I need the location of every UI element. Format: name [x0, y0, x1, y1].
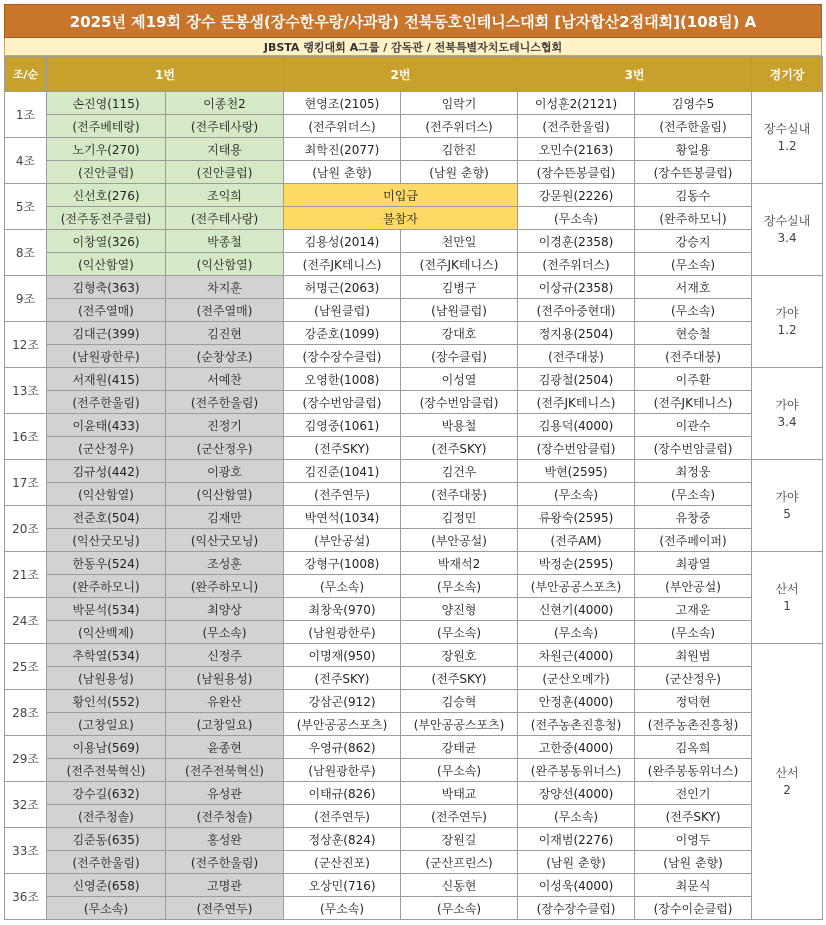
player-name: 지태용 — [166, 138, 284, 161]
player-name: 양진형 — [401, 598, 518, 621]
player-name: 이용남(569) — [47, 736, 166, 759]
club-name: (익산함열) — [166, 253, 284, 276]
table-body — [5, 92, 823, 920]
club-name: (장수이순클럽) — [635, 897, 752, 920]
player-name: 김진현 — [166, 322, 284, 345]
club-name: (고창일요) — [47, 713, 166, 736]
club-name: (남원 춘향) — [284, 161, 401, 184]
player-name: 유완산 — [166, 690, 284, 713]
match-table — [4, 56, 823, 920]
club-name: (전주한울림) — [635, 115, 752, 138]
venue-name: 산서 — [775, 765, 799, 780]
player-name: 최문식 — [635, 874, 752, 897]
player-name: 천만일 — [401, 230, 518, 253]
venue-name: 장수실내 — [763, 121, 811, 136]
club-name: (완주하모니) — [47, 575, 166, 598]
venue-cell — [752, 184, 823, 276]
club-name: (군산정우) — [47, 437, 166, 460]
player-name: 김준동(635) — [47, 828, 166, 851]
venue-name: 가야 — [775, 305, 799, 320]
player-name: 유성관 — [166, 782, 284, 805]
player-name: 이광호 — [166, 460, 284, 483]
club-name: (익산굿모닝) — [47, 529, 166, 552]
player-name: 현승철 — [635, 322, 752, 345]
player-name: 차원근(4000) — [518, 644, 635, 667]
club-name: (장수번암클럽) — [635, 437, 752, 460]
player-name: 신선호(276) — [47, 184, 166, 207]
club-name: (장수장수클럽) — [518, 897, 635, 920]
club-name: (무소속) — [401, 575, 518, 598]
group-label: 12조 — [5, 322, 47, 368]
club-name: (전주열매) — [166, 299, 284, 322]
player-name: 이성열 — [401, 368, 518, 391]
player-name: 강태균 — [401, 736, 518, 759]
header-slot-1: 1번 — [47, 57, 284, 92]
venue-court: 2 — [783, 782, 791, 797]
player-name: 김병구 — [401, 276, 518, 299]
player-name: 오상민(716) — [284, 874, 401, 897]
club-name: (남원용성) — [47, 667, 166, 690]
club-name: (익산함열) — [47, 253, 166, 276]
club-name: (남원광한루) — [47, 345, 166, 368]
club-name: (무소속) — [401, 759, 518, 782]
player-name: 김영중(1061) — [284, 414, 401, 437]
group-label: 33조 — [5, 828, 47, 874]
club-name: (장수뜬봉클럽) — [518, 161, 635, 184]
table-row — [5, 276, 823, 299]
sheet-subtitle: JBSTA 랭킹대회 A그룹 / 감독관 / 전북특별자치도테니스협회 — [4, 38, 822, 56]
player-name: 신영준(658) — [47, 874, 166, 897]
player-name: 이관수 — [635, 414, 752, 437]
player-name: 이재범(2276) — [518, 828, 635, 851]
group-label: 24조 — [5, 598, 47, 644]
table-row — [5, 322, 823, 345]
club-name: (장수뜬봉클럽) — [635, 161, 752, 184]
player-name: 최원범 — [635, 644, 752, 667]
club-name: (전주대붕) — [401, 483, 518, 506]
player-name: 최창욱(970) — [284, 598, 401, 621]
player-name: 김진준(1041) — [284, 460, 401, 483]
club-name: (부안공설) — [635, 575, 752, 598]
group-label: 1조 — [5, 92, 47, 138]
player-name: 현영조(2105) — [284, 92, 401, 115]
table-row — [5, 414, 823, 437]
player-name: 신동현 — [401, 874, 518, 897]
club-name: (전주테사랑) — [166, 115, 284, 138]
schedule-sheet — [4, 4, 822, 920]
header-venue: 경기장 — [752, 57, 823, 92]
club-name: (전주SKY) — [401, 667, 518, 690]
table-row — [5, 621, 823, 644]
club-name: (무소속) — [401, 897, 518, 920]
club-name: (전주농촌진흥청) — [635, 713, 752, 736]
club-name: (남원 춘향) — [401, 161, 518, 184]
table-row — [5, 575, 823, 598]
player-name: 추학열(534) — [47, 644, 166, 667]
table-row — [5, 115, 823, 138]
club-name: (전주한울림) — [166, 851, 284, 874]
club-name: (군산정우) — [635, 667, 752, 690]
venue-cell — [752, 552, 823, 644]
venue-court: 1 — [783, 598, 791, 613]
club-name: (전주JK테니스) — [284, 253, 401, 276]
club-name: (전주AM) — [518, 529, 635, 552]
absent-note: 불참자 — [284, 207, 518, 230]
player-name: 서재원(415) — [47, 368, 166, 391]
player-name: 황인석(552) — [47, 690, 166, 713]
player-name: 김용성(2014) — [284, 230, 401, 253]
club-name: (남원광한루) — [284, 759, 401, 782]
header-slot-2: 2번 — [284, 57, 518, 92]
club-name: (군산프린스) — [401, 851, 518, 874]
club-name: (고창일요) — [166, 713, 284, 736]
club-name: (진안클럽) — [47, 161, 166, 184]
table-row — [5, 506, 823, 529]
club-name: (완주하모니) — [166, 575, 284, 598]
club-name: (전주연두) — [401, 805, 518, 828]
group-label: 5조 — [5, 184, 47, 230]
club-name: (완주봉동위너스) — [635, 759, 752, 782]
table-row — [5, 230, 823, 253]
player-name: 오영한(1008) — [284, 368, 401, 391]
sheet-title: 2025년 제19회 장수 뜬봉샘(장수한우랑/사과랑) 전북동호인테니스대회 [남자합산2점대회](108팀) A — [4, 4, 822, 38]
table-row — [5, 529, 823, 552]
table-row — [5, 207, 823, 230]
table-row — [5, 874, 823, 897]
club-name: (남원 춘향) — [518, 851, 635, 874]
club-name: (군산진포) — [284, 851, 401, 874]
club-name: (전주JK테니스) — [401, 253, 518, 276]
venue-cell — [752, 368, 823, 460]
player-name: 강수길(632) — [47, 782, 166, 805]
club-name: (전주한울림) — [47, 851, 166, 874]
club-name: (완주하모니) — [635, 207, 752, 230]
venue-court: 1.2 — [777, 138, 797, 153]
player-name: 노기우(270) — [47, 138, 166, 161]
club-name: (무소속) — [635, 299, 752, 322]
player-name: 최광열 — [635, 552, 752, 575]
club-name: (전주청솔) — [47, 805, 166, 828]
club-name: (전주농촌진흥청) — [518, 713, 635, 736]
player-name: 서재호 — [635, 276, 752, 299]
club-name: (전주위더스) — [284, 115, 401, 138]
club-name: (장수클럽) — [401, 345, 518, 368]
club-name: (부안공공스포츠) — [518, 575, 635, 598]
player-name: 김동수 — [635, 184, 752, 207]
table-row — [5, 460, 823, 483]
player-name: 박태교 — [401, 782, 518, 805]
table-row — [5, 138, 823, 161]
player-name: 홍성완 — [166, 828, 284, 851]
player-name: 한동우(524) — [47, 552, 166, 575]
player-name: 김한진 — [401, 138, 518, 161]
player-name: 장양선(4000) — [518, 782, 635, 805]
club-name: (전주연두) — [166, 897, 284, 920]
venue-cell — [752, 644, 823, 920]
club-name: (무소속) — [284, 575, 401, 598]
table-row — [5, 897, 823, 920]
player-name: 이성욱(4000) — [518, 874, 635, 897]
club-name: (남원 춘향) — [635, 851, 752, 874]
player-name: 김광철(2504) — [518, 368, 635, 391]
player-name: 손진영(115) — [47, 92, 166, 115]
club-name: (남원용성) — [166, 667, 284, 690]
club-name: (전주JK테니스) — [518, 391, 635, 414]
player-name: 신정주 — [166, 644, 284, 667]
player-name: 차지훈 — [166, 276, 284, 299]
player-name: 강형구(1008) — [284, 552, 401, 575]
player-name: 김재만 — [166, 506, 284, 529]
venue-court: 5 — [783, 506, 791, 521]
player-name: 고재운 — [635, 598, 752, 621]
player-name: 우영규(862) — [284, 736, 401, 759]
club-name: (무소속) — [635, 483, 752, 506]
table-row — [5, 667, 823, 690]
club-name: (순창상조) — [166, 345, 284, 368]
player-name: 신현기(4000) — [518, 598, 635, 621]
club-name: (전주동전주클럽) — [47, 207, 166, 230]
player-name: 장원호 — [401, 644, 518, 667]
table-row — [5, 552, 823, 575]
club-name: (전주한울림) — [47, 391, 166, 414]
venue-court: 3.4 — [777, 414, 797, 429]
player-name: 이종천2 — [166, 92, 284, 115]
club-name: (전주대붕) — [518, 345, 635, 368]
player-name: 이경훈(2358) — [518, 230, 635, 253]
club-name: (무소속) — [284, 897, 401, 920]
club-name: (장수번암클럽) — [284, 391, 401, 414]
player-name: 전준호(504) — [47, 506, 166, 529]
group-label: 25조 — [5, 644, 47, 690]
club-name: (남원클럽) — [284, 299, 401, 322]
player-name: 강대호 — [401, 322, 518, 345]
group-label: 20조 — [5, 506, 47, 552]
group-label: 36조 — [5, 874, 47, 920]
club-name: (전주SKY) — [284, 437, 401, 460]
player-name: 이성훈2(2121) — [518, 92, 635, 115]
player-name: 박재석2 — [401, 552, 518, 575]
venue-cell — [752, 460, 823, 552]
player-name: 김용덕(4000) — [518, 414, 635, 437]
player-name: 윤종현 — [166, 736, 284, 759]
player-name: 고명관 — [166, 874, 284, 897]
club-name: (전주베테랑) — [47, 115, 166, 138]
table-row — [5, 782, 823, 805]
club-name: (무소속) — [518, 621, 635, 644]
player-name: 황일용 — [635, 138, 752, 161]
player-name: 정상훈(824) — [284, 828, 401, 851]
club-name: (익산굿모닝) — [166, 529, 284, 552]
player-name: 이주환 — [635, 368, 752, 391]
club-name: (전주전북혁신) — [47, 759, 166, 782]
club-name: (전주청솔) — [166, 805, 284, 828]
table-row — [5, 391, 823, 414]
club-name: (군산오메가) — [518, 667, 635, 690]
club-name: (전주열매) — [47, 299, 166, 322]
player-name: 전인기 — [635, 782, 752, 805]
table-row — [5, 713, 823, 736]
club-name: (전주위더스) — [518, 253, 635, 276]
club-name: (장수번암클럽) — [518, 437, 635, 460]
player-name: 이태규(826) — [284, 782, 401, 805]
club-name: (무소속) — [47, 897, 166, 920]
player-name: 허명근(2063) — [284, 276, 401, 299]
table-row — [5, 161, 823, 184]
player-name: 정지용(2504) — [518, 322, 635, 345]
group-label: 17조 — [5, 460, 47, 506]
club-name: (무소속) — [635, 253, 752, 276]
venue-cell — [752, 92, 823, 184]
player-name: 유창중 — [635, 506, 752, 529]
group-label: 13조 — [5, 368, 47, 414]
player-name: 김옥희 — [635, 736, 752, 759]
table-row — [5, 92, 823, 115]
club-name: (전주전북혁신) — [166, 759, 284, 782]
venue-cell — [752, 276, 823, 368]
club-name: (무소속) — [518, 207, 635, 230]
club-name: (전주테사랑) — [166, 207, 284, 230]
club-name: (전주연두) — [284, 805, 401, 828]
player-name: 박종철 — [166, 230, 284, 253]
venue-court: 3.4 — [777, 230, 797, 245]
player-name: 안정훈(4000) — [518, 690, 635, 713]
player-name: 박현(2595) — [518, 460, 635, 483]
table-row — [5, 828, 823, 851]
player-name: 진정기 — [166, 414, 284, 437]
table-row — [5, 483, 823, 506]
player-name: 김건우 — [401, 460, 518, 483]
club-name: (전주연두) — [284, 483, 401, 506]
player-name: 이창열(326) — [47, 230, 166, 253]
player-name: 이윤태(433) — [47, 414, 166, 437]
player-name: 김영수5 — [635, 92, 752, 115]
group-label: 16조 — [5, 414, 47, 460]
player-name: 오민수(2163) — [518, 138, 635, 161]
player-name: 최정웅 — [635, 460, 752, 483]
group-label: 4조 — [5, 138, 47, 184]
player-name: 서예찬 — [166, 368, 284, 391]
group-label: 9조 — [5, 276, 47, 322]
club-name: (무소속) — [401, 621, 518, 644]
player-name: 박용철 — [401, 414, 518, 437]
player-name: 박정순(2595) — [518, 552, 635, 575]
player-name: 김정민 — [401, 506, 518, 529]
club-name: (전주한울림) — [166, 391, 284, 414]
club-name: (전주위더스) — [401, 115, 518, 138]
player-name: 김대근(399) — [47, 322, 166, 345]
player-name: 류왕숙(2595) — [518, 506, 635, 529]
table-row — [5, 644, 823, 667]
venue-name: 가야 — [775, 489, 799, 504]
club-name: (전주페이퍼) — [635, 529, 752, 552]
club-name: (무소속) — [166, 621, 284, 644]
table-row — [5, 368, 823, 391]
player-name: 이명재(950) — [284, 644, 401, 667]
player-name: 강준호(1099) — [284, 322, 401, 345]
player-name: 조익희 — [166, 184, 284, 207]
club-name: (전주SKY) — [284, 667, 401, 690]
player-name: 강문원(2226) — [518, 184, 635, 207]
venue-court: 1.2 — [777, 322, 797, 337]
club-name: (완주봉동위너스) — [518, 759, 635, 782]
club-name: (무소속) — [518, 483, 635, 506]
player-name: 김형축(363) — [47, 276, 166, 299]
club-name: (남원클럽) — [401, 299, 518, 322]
table-row — [5, 437, 823, 460]
player-name: 이영두 — [635, 828, 752, 851]
player-name: 이상규(2358) — [518, 276, 635, 299]
player-name: 강삼곤(912) — [284, 690, 401, 713]
club-name: (남원광한루) — [284, 621, 401, 644]
club-name: (전주한울림) — [518, 115, 635, 138]
player-name: 최양상 — [166, 598, 284, 621]
player-name: 김승혁 — [401, 690, 518, 713]
player-name: 박문석(534) — [47, 598, 166, 621]
club-name: (무소속) — [518, 805, 635, 828]
table-row — [5, 299, 823, 322]
header-jo: 조/순 — [5, 57, 47, 92]
player-name: 고한중(4000) — [518, 736, 635, 759]
club-name: (전주SKY) — [401, 437, 518, 460]
player-name: 김규성(442) — [47, 460, 166, 483]
player-name: 임락기 — [401, 92, 518, 115]
club-name: (장수번암클럽) — [401, 391, 518, 414]
header-slot-3: 3번 — [518, 57, 752, 92]
club-name: (전주SKY) — [635, 805, 752, 828]
club-name: (부안공설) — [401, 529, 518, 552]
group-label: 28조 — [5, 690, 47, 736]
club-name: (장수장수클럽) — [284, 345, 401, 368]
player-name: 최학진(2077) — [284, 138, 401, 161]
table-row — [5, 805, 823, 828]
club-name: (부안공공스포츠) — [401, 713, 518, 736]
table-row — [5, 736, 823, 759]
club-name: (부안공공스포츠) — [284, 713, 401, 736]
venue-name: 가야 — [775, 397, 799, 412]
unpaid-note: 미입금 — [284, 184, 518, 207]
club-name: (진안클럽) — [166, 161, 284, 184]
group-label: 32조 — [5, 782, 47, 828]
club-name: (익산함열) — [166, 483, 284, 506]
group-label: 29조 — [5, 736, 47, 782]
group-label: 21조 — [5, 552, 47, 598]
table-row — [5, 184, 823, 207]
table-row — [5, 690, 823, 713]
club-name: (전주아중현대) — [518, 299, 635, 322]
player-name: 조성훈 — [166, 552, 284, 575]
table-row — [5, 253, 823, 276]
club-name: (전주대붕) — [635, 345, 752, 368]
player-name: 강승지 — [635, 230, 752, 253]
club-name: (부안공설) — [284, 529, 401, 552]
player-name: 장원길 — [401, 828, 518, 851]
group-label: 8조 — [5, 230, 47, 276]
venue-name: 장수실내 — [763, 213, 811, 228]
table-row — [5, 345, 823, 368]
table-row — [5, 598, 823, 621]
venue-name: 산서 — [775, 581, 799, 596]
club-name: (무소속) — [635, 621, 752, 644]
club-name: (익산백제) — [47, 621, 166, 644]
table-row — [5, 759, 823, 782]
club-name: (익산함열) — [47, 483, 166, 506]
club-name: (군산정우) — [166, 437, 284, 460]
table-row — [5, 851, 823, 874]
club-name: (전주JK테니스) — [635, 391, 752, 414]
player-name: 정덕현 — [635, 690, 752, 713]
player-name: 박연석(1034) — [284, 506, 401, 529]
